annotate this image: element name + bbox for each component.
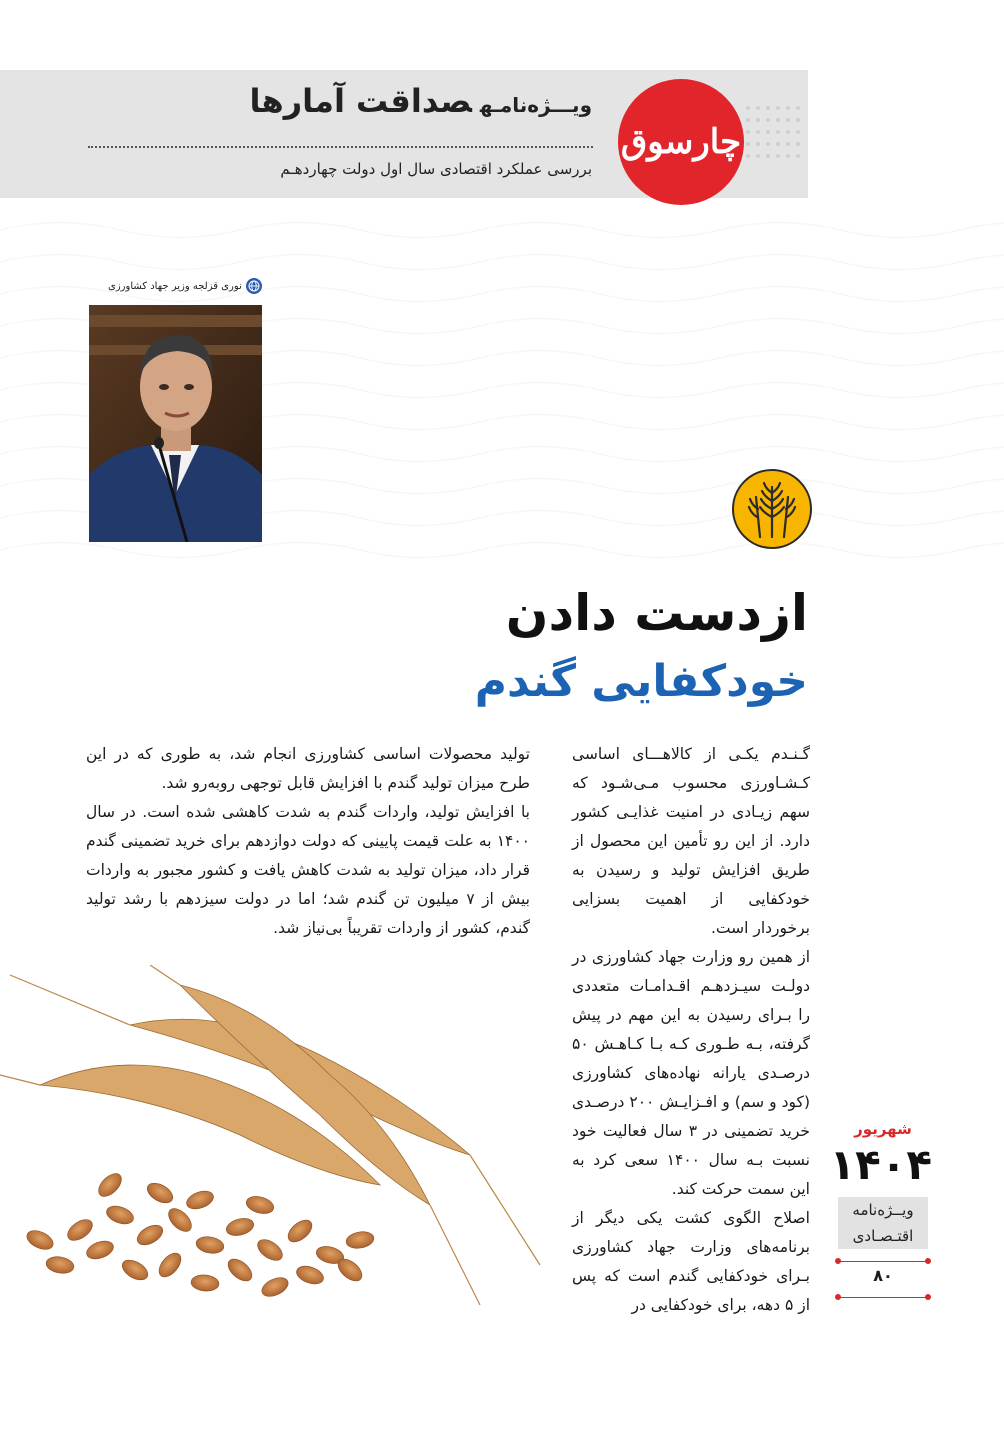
brand-logo-text: چارسوق <box>620 122 742 162</box>
issue-year: ۱۴۰۴ <box>829 1140 932 1189</box>
special-issue-subtitle: بررسی عملکرد اقتصادی سال اول دولت چهاردهـم <box>280 160 592 178</box>
brand-logo <box>618 79 744 205</box>
page-number-divider-top <box>838 1261 928 1262</box>
photo-caption-text: نوری قزلجه وزیر جهاد کشاورزی <box>108 280 242 292</box>
header-divider <box>88 146 593 148</box>
wheat-grain-image <box>0 965 556 1325</box>
article-column-right <box>572 740 810 1320</box>
special-issue-kicker: ویـــژه‌نامـه <box>479 93 592 117</box>
issue-label <box>838 1197 928 1249</box>
globe-icon <box>246 278 262 294</box>
page-number: ۸۰ <box>873 1266 893 1285</box>
issue-sidebar <box>829 1120 932 1298</box>
special-issue-name: صداقت آمارها <box>249 82 472 120</box>
article-column-left <box>86 740 530 943</box>
issue-label-line2: اقتـصـادی <box>852 1227 914 1245</box>
article-paragraph: اصلاح الگوی کشت یکی دیگر از برنامه‌های وزارت جهاد کشاورزی بـرای خودکفایی گندم است که پس از ۵ دهه، برای خودکفایی در <box>572 1209 810 1314</box>
photo-caption <box>108 278 262 294</box>
article-paragraph: با افزایش تولید، واردات گندم به شدت کاهشی شده است. در سال ۱۴۰۰ به علت قیمت پایینی که دولت دوازدهم برای خرید تضمینی گندم قرار داد، میزان تولید به شدت کاهش یافت و کشور مجبور به واردات بیش از ۷ میلیون تن گندم شد؛ اما در دولت سیزدهم با رشد تولید گندم، کشور از واردات تقریباً بی‌نیاز شد. <box>86 803 530 937</box>
special-issue-title <box>249 82 592 120</box>
article-paragraph: گـنـدم یکـی از کالاهـــای اساسی کـشـاورزی محسوب مـی‌شـود که سهم زیـادی در امنیت غذایـی کشور دارد. از این رو تأمین این محصول از طریق افزایش تولید و رسیدن به خودکفایی از اهمیت بسزایی برخوردار است. <box>572 745 810 937</box>
article-title: ازدست دادن <box>505 584 808 642</box>
page-number-divider-bottom <box>838 1297 928 1298</box>
issue-label-line1: ویــژه‌نامه <box>852 1201 914 1219</box>
article-paragraph: تولید محصولات اساسی کشاورزی انجام شد، به طوری که در این طرح میزان تولید گندم با افزایش قابل توجهی روبه‌رو شد. <box>86 745 530 792</box>
minister-portrait <box>89 305 262 542</box>
article-subtitle: خودکفایی گندم <box>474 656 808 707</box>
article-paragraph: از همین رو وزارت جهاد کشاورزی در دولـت سیـزدهـم اقـدامـات متعددی را بـرای رسیدن به این مهم در پیش گرفته، بـه طـوری کـه بـا کـاهـش ۵۰ درصـدی یارانه نهاده‌های کشاورزی (کود و سم) و افـزایـش ۲۰۰ درصـدی خرید تضمینی در ۳ سال فعالیت خود نسبت بـه سال ۱۴۰۰ سعی کرد به این سمت حرکت کند. <box>572 948 810 1198</box>
wheat-icon <box>732 469 812 549</box>
issue-month: شهریور <box>854 1120 912 1138</box>
logo-dot-pattern <box>742 100 808 170</box>
